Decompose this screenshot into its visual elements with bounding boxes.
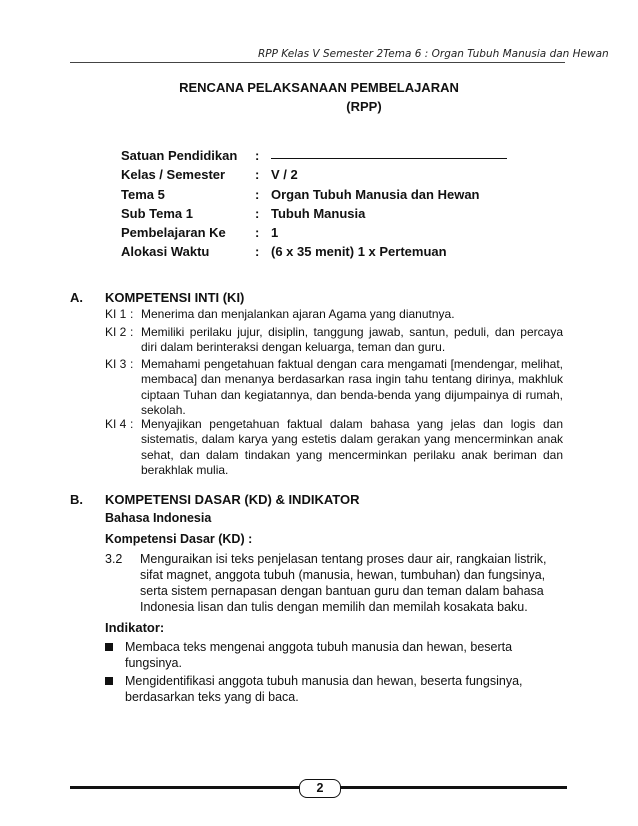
title-line-2: (RPP) [346, 99, 382, 114]
indicator-item [105, 639, 545, 671]
ki-text: Menerima dan menjalankan ajaran Agama yang dianutnya. [141, 307, 455, 321]
section-title: KOMPETENSI DASAR (KD) & INDIKATOR [105, 492, 360, 507]
square-bullet-icon [105, 677, 113, 685]
title-line-1: RENCANA PELAKSANAAN PEMBELAJARAN [179, 80, 459, 95]
ki-code: KI 4 [105, 417, 127, 431]
ki-item-3 [105, 357, 563, 419]
indicator-text: Membaca teks mengenai anggota tubuh manusia dan hewan, beserta fungsinya. [125, 640, 513, 670]
section-letter: A. [70, 290, 83, 305]
section-a-heading [70, 290, 470, 308]
ki-item-1 [105, 307, 563, 322]
info-colon: : [255, 148, 260, 163]
indicator-heading: Indikator: [105, 620, 165, 635]
ki-colon: : [130, 417, 134, 431]
info-label: Pembelajaran Ke [121, 225, 226, 241]
info-label: Tema 5 [121, 186, 165, 202]
header-rule [70, 62, 565, 63]
ki-code: KI 1 [105, 307, 127, 321]
info-label: Satuan Pendidikan [121, 148, 238, 163]
info-value: V / 2 [271, 167, 298, 183]
section-title: KOMPETENSI INTI (KI) [105, 290, 245, 305]
info-value: 1 [271, 225, 279, 241]
subject-label: Bahasa Indonesia [105, 511, 212, 525]
ki-text: Menyajikan pengetahuan faktual dalam bahasa yang jelas dan logis dan sistematis, dalam karya yang estetis dalam gerakan yang mencerminkan anak sehat, dan dalam tindakan yang mencerminkan perilaku anak beriman dan berakhlak mulia. [141, 417, 563, 478]
indicator-item [105, 673, 545, 705]
info-value: Tubuh Manusia [271, 205, 366, 221]
ki-code: KI 2 [105, 325, 127, 339]
ki-item-2 [105, 325, 563, 356]
kd-number: 3.2 [105, 552, 123, 566]
info-colon: : [255, 244, 260, 260]
info-value: (6 x 35 menit) 1 x Pertemuan [271, 244, 447, 260]
ki-text: Memiliki perilaku jujur, disiplin, tanggung jawab, santun, peduli, dan percaya diri dalam berinteraksi dengan keluarga, teman dan guru. [141, 325, 563, 355]
info-colon: : [255, 225, 260, 241]
document-title [0, 78, 638, 116]
square-bullet-icon [105, 643, 113, 651]
info-colon: : [255, 186, 260, 202]
ki-item-4 [105, 417, 563, 479]
ki-colon: : [130, 357, 134, 371]
ki-colon: : [130, 307, 134, 321]
running-header: RPP Kelas V Semester 2Tema 6 : Organ Tubuh Manusia dan Hewan [258, 48, 609, 60]
info-colon: : [255, 167, 260, 183]
kd-text: Menguraikan isi teks penjelasan tentang proses daur air, rangkaian listrik, sifat magnet, anggota tubuh (manusia, hewan, tumbuhan) dan fungsinya, serta sistem pernapasan dengan bantuan guru dan teman dalam bahasa Indonesia lisan dan tulis dengan memilih dan memilah kosakata baku. [140, 552, 547, 614]
blank-fill-line [271, 158, 507, 159]
indicator-text: Mengidentifikasi anggota tubuh manusia dan hewan, beserta fungsinya, berdasarkan teks yang di baca. [125, 674, 523, 704]
kd-heading: Kompetensi Dasar (KD) : [105, 532, 253, 546]
info-value: Organ Tubuh Manusia dan Hewan [271, 186, 480, 202]
info-label: Sub Tema 1 [121, 205, 194, 221]
section-b-heading [70, 492, 470, 510]
kd-item [105, 551, 565, 615]
footer-rule-right [339, 786, 567, 789]
info-label: Kelas / Semester [121, 167, 226, 183]
ki-text: Memahami pengetahuan faktual dengan cara mengamati [mendengar, melihat, membaca] dan menanya berdasarkan rasa ingin tahu tentang dirinya, makhluk ciptaan Tuhan dan kegiatannya, dan benda-benda yang dijumpainya di rumah, sekolah. [141, 357, 563, 418]
ki-colon: : [130, 325, 134, 339]
ki-code: KI 3 [105, 357, 127, 371]
footer-rule-left [70, 786, 299, 789]
section-letter: B. [70, 492, 83, 507]
info-label: Alokasi Waktu [121, 244, 210, 260]
page-number: 2 [299, 779, 341, 798]
info-colon: : [255, 205, 260, 221]
